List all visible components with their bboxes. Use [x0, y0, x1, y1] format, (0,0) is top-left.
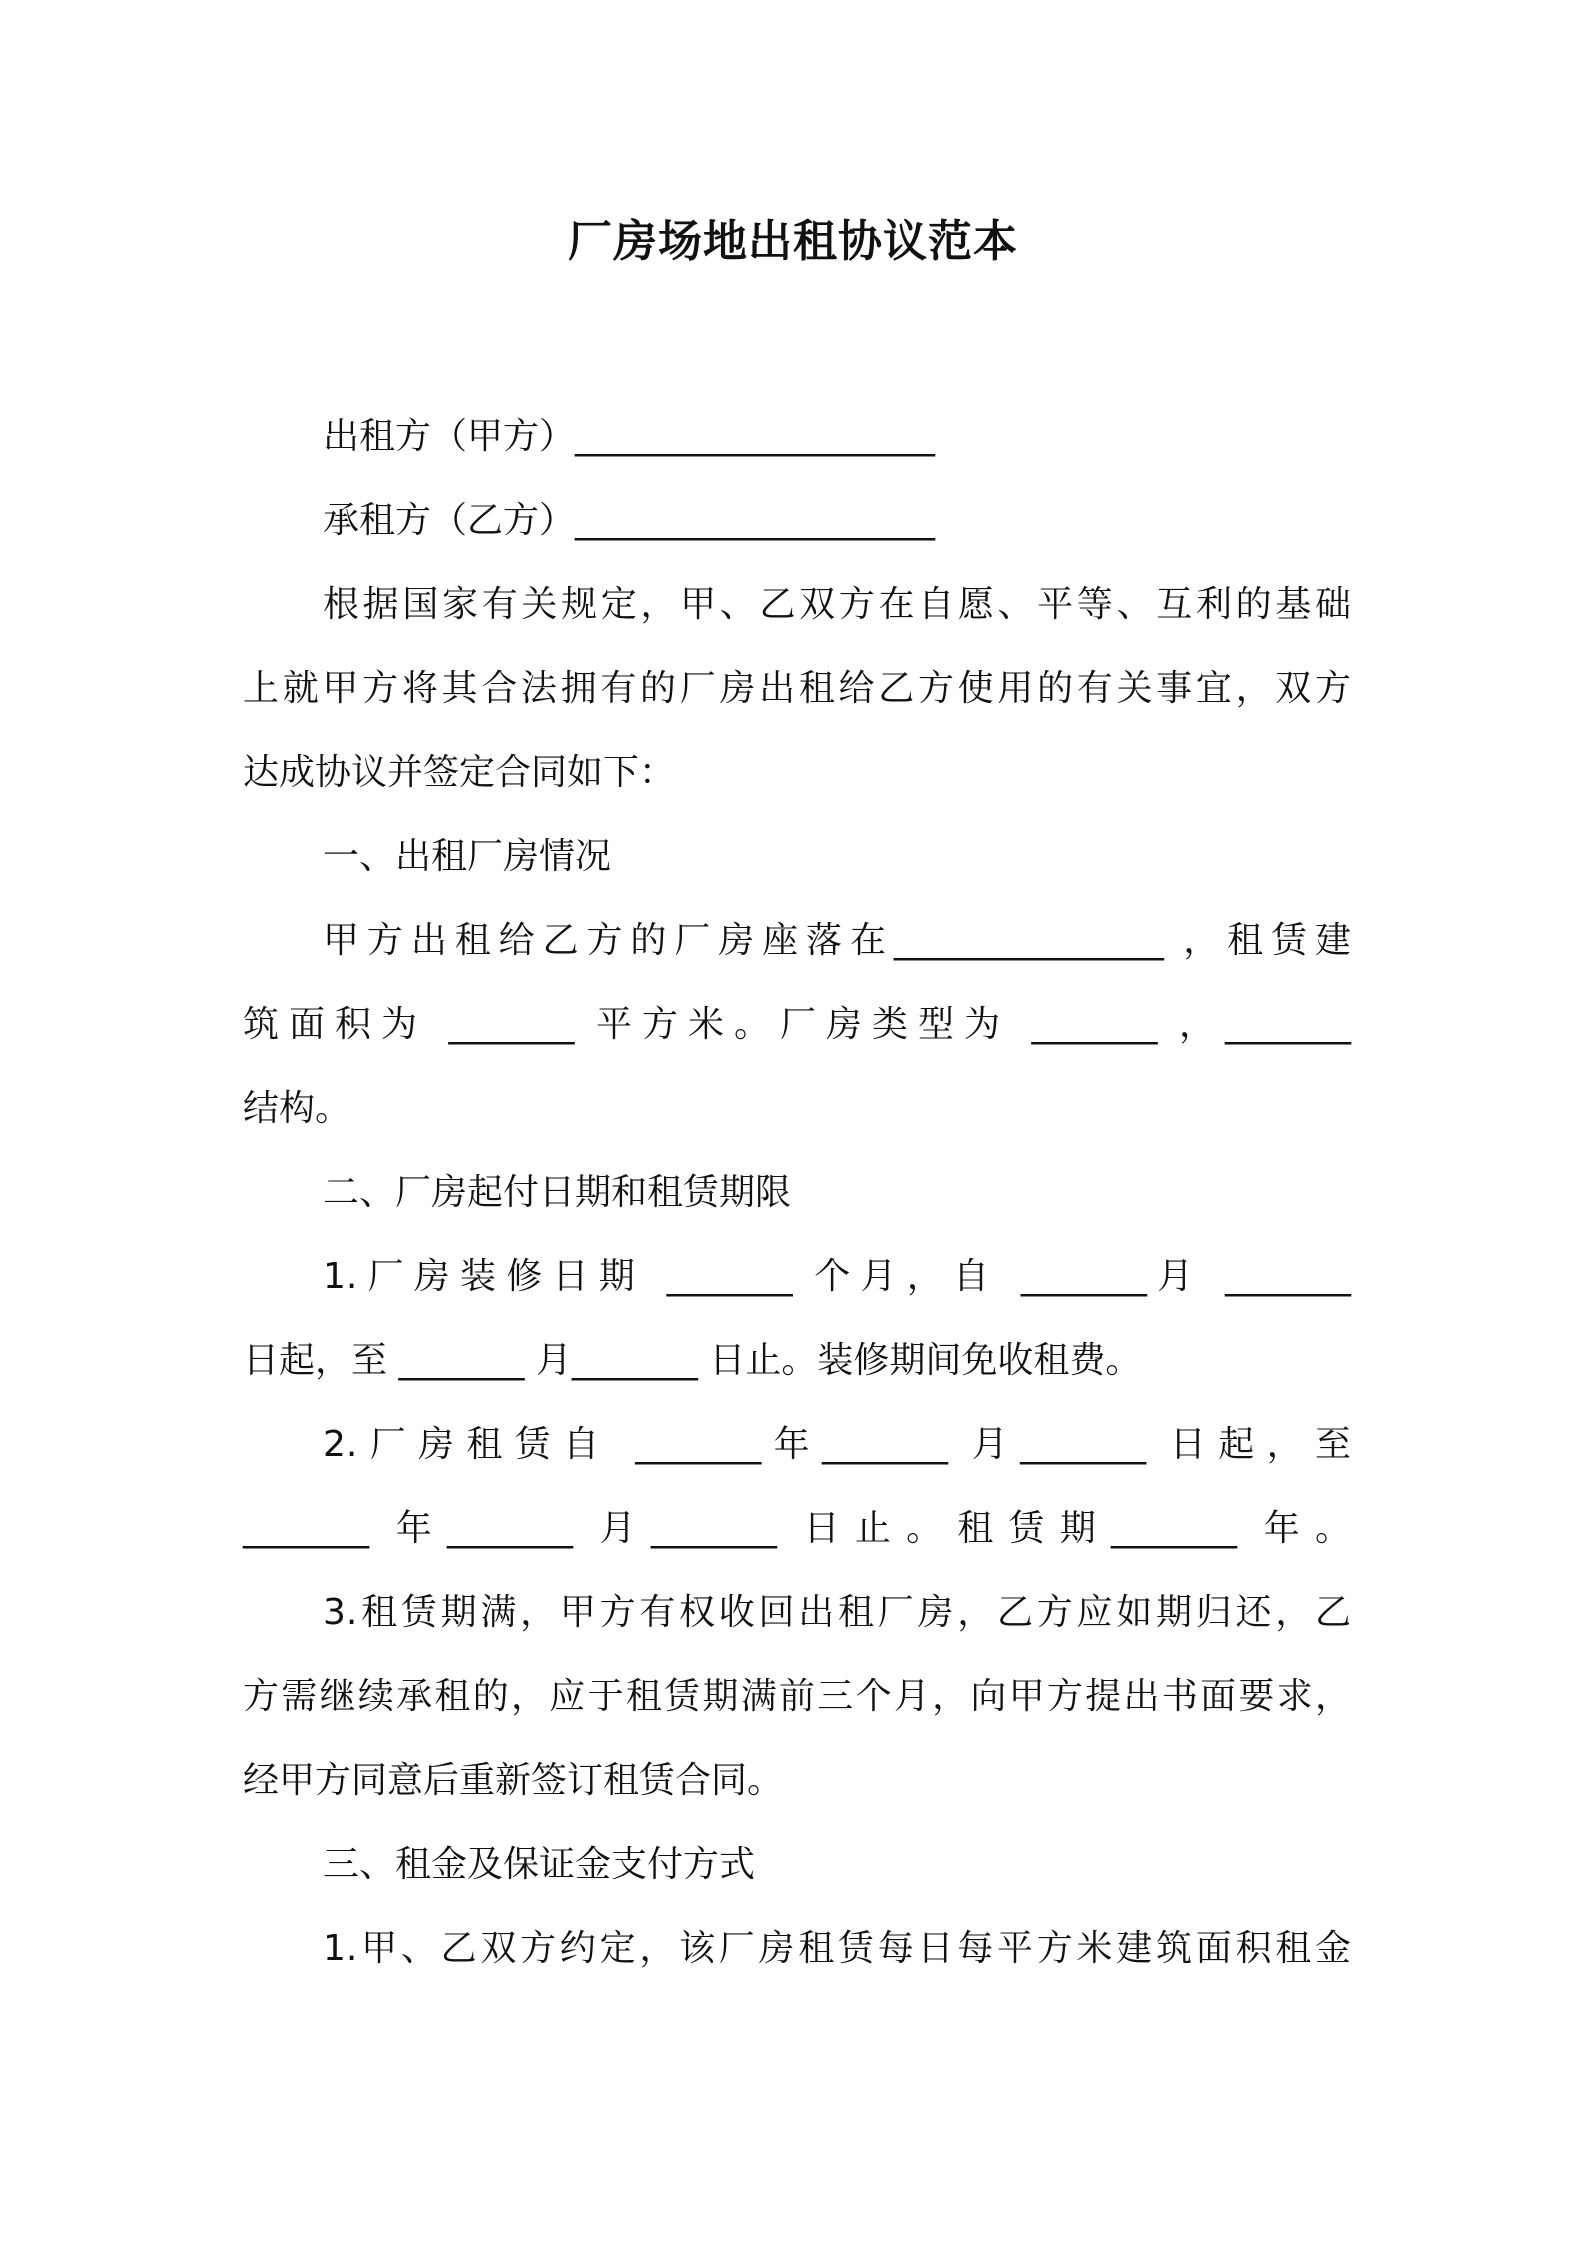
section-heading-1: 一、出租厂房情况 [323, 836, 612, 877]
section-heading-2: 二、厂房起付日期和租赁期限 [323, 1172, 792, 1213]
document-title: 厂房场地出租协议范本 [568, 216, 1018, 267]
lessee-line: 承租方（乙方）____________________ [323, 500, 936, 541]
preamble-line-2: 上就甲方将其合法拥有的厂房出租给乙方使用的有关事宜，双方 [243, 668, 1351, 709]
clause-2-3-line-2: 方需继续承租的，应于租赁期满前三个月，向甲方提出书面要求， [243, 1676, 1351, 1717]
clause-2-2-line-2: _______ 年_______ 月_______ 日止。租赁期_______ 年。 [243, 1508, 1351, 1549]
lessor-line: 出租方（甲方）____________________ [323, 416, 936, 457]
clause-2-3-line-1: 3.租赁期满，甲方有权收回出租厂房，乙方应如期归还，乙 [323, 1592, 1351, 1633]
clause-2-1-line-1: 1.厂房装修日期 _______ 个月，自 _______月 _______ [323, 1256, 1351, 1297]
section-heading-3: 三、租金及保证金支付方式 [323, 1844, 756, 1885]
section-1-line-2: 筑面积为 _______ 平方米。厂房类型为 _______ ，_______ [243, 1004, 1351, 1045]
preamble-line-3: 达成协议并签定合同如下： [243, 752, 676, 793]
clause-3-1-line-1: 1.甲、乙双方约定，该厂房租赁每日每平方米建筑面积租金 [323, 1928, 1351, 1969]
preamble-line-1: 根据国家有关规定，甲、乙双方在自愿、平等、互利的基础 [323, 584, 1351, 625]
clause-2-1-line-2: 日起，至 _______ 月_______ 日止。装修期间免收租费。 [243, 1340, 1142, 1381]
section-1-line-3: 结构。 [243, 1088, 352, 1129]
clause-2-3-line-3: 经甲方同意后重新签订租赁合同。 [243, 1760, 784, 1801]
clause-2-2-line-1: 2.厂房租赁自 _______年_______ 月_______ 日起，至 [323, 1424, 1351, 1465]
section-1-line-1: 甲方出租给乙方的厂房座落在_______________ ，租赁建 [323, 920, 1351, 961]
